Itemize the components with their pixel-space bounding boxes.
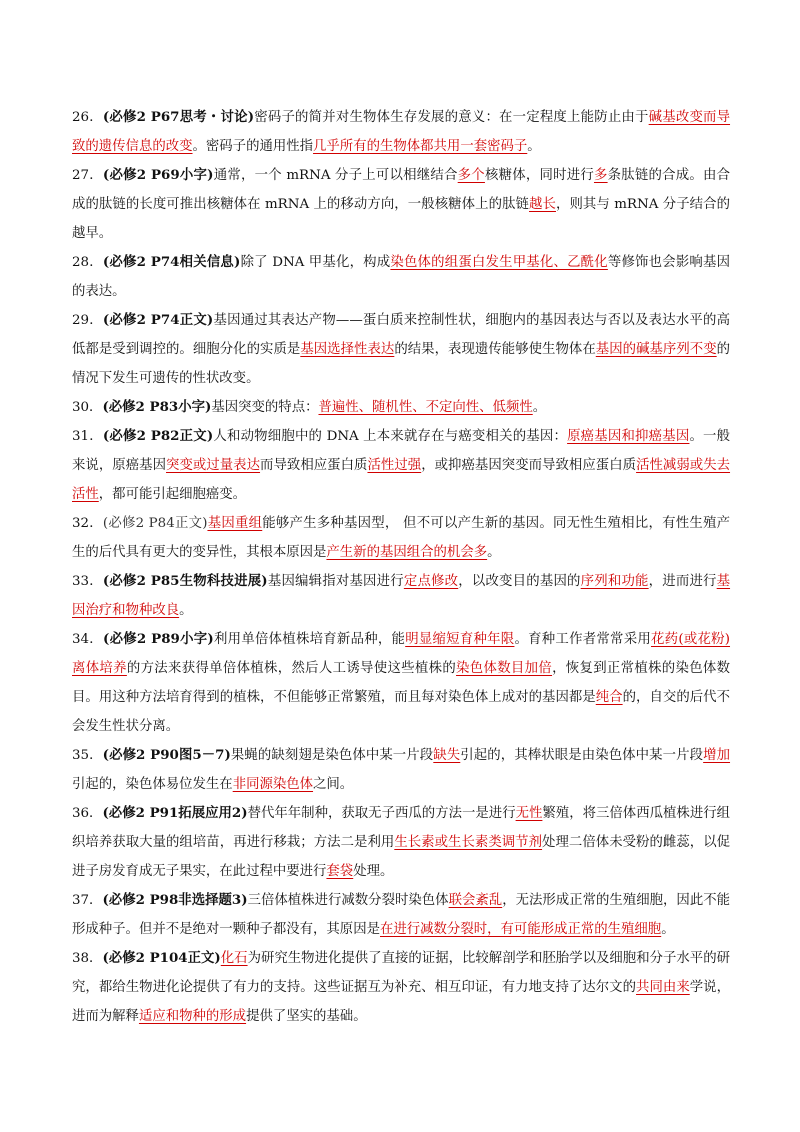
question-text: 。 <box>661 922 675 937</box>
answer-blank: 序列和功能 <box>580 574 649 589</box>
question-text: 引起的，其棒状眼是由染色体中某一片段 <box>460 748 704 763</box>
question-text: 替代年年制种，获取无子西瓜的方法一是进行 <box>247 806 516 821</box>
question-text: ，进而进行 <box>648 574 717 589</box>
question-text: ，以改变目的基因的 <box>458 574 581 589</box>
question-item <box>72 625 730 741</box>
question-text: 除了 DNA 甲基化，构成 <box>240 255 391 270</box>
question-item <box>72 161 730 248</box>
question-text: 。育种工作者常常采用 <box>514 632 652 647</box>
answer-blank: 普遍性、随机性、不定向性、低频性 <box>318 400 533 415</box>
source-reference: (必修2 P104正文) <box>102 950 221 966</box>
answer-blank: 原癌基因和抑癌基因 <box>567 429 690 444</box>
question-item <box>72 799 730 886</box>
answer-blank: 突变或过量表达 <box>166 458 261 473</box>
question-text: 核糖体，同时进行 <box>484 168 594 183</box>
answer-blank: 纯合 <box>595 690 623 705</box>
question-text: 基因通过其表达产物——蛋白质来控制性状，细胞内的基因表达与否以及表达水平的高低都是受到调控的。细胞分化的实质是 <box>72 313 731 357</box>
source-reference: (必修2 P85生物科技进展) <box>102 573 268 589</box>
question-text: 处理。 <box>353 864 394 879</box>
question-text: 。 <box>487 545 501 560</box>
answer-blank: 定点修改 <box>403 574 459 589</box>
question-item <box>72 393 730 422</box>
question-number: 32． <box>72 516 103 531</box>
answer-blank: 在进行减数分裂时，有可能形成正常的生殖细胞 <box>379 922 662 937</box>
question-text: 的情况下发生可遗传的性状改变。 <box>72 342 731 386</box>
answer-blank: 套袋 <box>326 864 354 879</box>
question-text: 繁殖，将三倍体西瓜植株进行组织培养获取大量的组培苗，再进行移栽；方法二是利用 <box>72 806 731 850</box>
answer-blank: 适应和物种的形成 <box>138 1009 247 1024</box>
question-text: 的方法来获得单倍体植株，然后人工诱导使这些植株的 <box>126 661 457 676</box>
question-text: 。 <box>527 139 541 154</box>
question-text: 。一般来说，原癌基因 <box>72 429 731 473</box>
question-text: 通常，一个 mRNA 分子上可以相继结合 <box>213 168 458 183</box>
source-reference: (必修2 P91拓展应用2) <box>102 805 248 821</box>
question-text: ，无法形成正常的生殖细胞，因此不能形成种子。但并不是绝对一颗种子都没有，其原因是 <box>72 893 731 937</box>
question-text: 的结果，表现遗传能够使生物体在 <box>394 342 596 357</box>
answer-blank: 非同源染色体 <box>232 777 314 792</box>
question-text: ，恢复到正常植株的染色体数目。用这种方法培育得到的植株，不但能够正常繁殖，而且每对染色体上成对的基因都是 <box>72 661 731 705</box>
answer-blank: 共同由来 <box>636 980 690 995</box>
question-text: 。 <box>179 603 193 618</box>
source-reference: (必修2 P89小字) <box>102 631 214 647</box>
source-reference: (必修2 P69小字) <box>102 167 214 183</box>
answer-blank: 明显缩短育种年限 <box>405 632 515 647</box>
question-text: 处理二倍体未受粉的雌蕊，以促进子房发育成无子果实，在此过程中要进行 <box>72 835 731 879</box>
question-item <box>72 422 730 509</box>
question-item <box>72 103 730 161</box>
answer-blank: 活性减弱或失去活性 <box>72 458 731 502</box>
question-text: 密码子的简并对生物体生存发展的意义：在一定程度上能防止由于 <box>254 110 649 125</box>
answer-blank: 碱基改变而导致的遗传信息的改变 <box>72 110 731 154</box>
source-reference: (必修2 P82正文) <box>102 428 214 444</box>
document-body <box>72 103 730 1031</box>
source-reference: (必修2 P84正文) <box>102 516 208 531</box>
question-item <box>72 944 730 1031</box>
question-text: 条肽链的合成。由合成的肽链的长度可推出核糖体在 mRNA 上的移动方向，一般核糖体上的肽链 <box>72 168 731 212</box>
answer-blank: 染色体的组蛋白发生甲基化、乙酰化 <box>390 255 608 270</box>
question-number: 30． <box>72 400 103 415</box>
question-item <box>72 509 730 567</box>
question-text: 三倍体植株进行减数分裂时染色体 <box>247 893 449 908</box>
source-reference: (必修2 P74正文) <box>102 312 214 328</box>
question-number: 38． <box>72 951 103 966</box>
source-reference: (必修2 P67思考・讨论) <box>102 109 255 125</box>
answer-blank: 基因治疗和物种改良 <box>72 574 731 618</box>
question-number: 35． <box>72 748 103 763</box>
question-text: ，或抑癌基因突变而导致相应蛋白质 <box>421 458 637 473</box>
source-reference: (必修2 P83小字) <box>102 399 212 415</box>
answer-blank: 多 <box>593 168 608 183</box>
question-number: 26． <box>72 110 103 125</box>
question-text: 等修饰也会影响基因的表达。 <box>72 255 731 299</box>
question-number: 31． <box>72 429 103 444</box>
question-number: 37． <box>72 893 103 908</box>
answer-blank: 多个 <box>457 168 485 183</box>
question-text: 能够产生多种基因型， 但不可以产生新的基因。同无性生殖相比，有性生殖产生的后代具有更大的变异性，其根本原因是 <box>72 516 730 560</box>
question-text: 。 <box>532 400 547 415</box>
answer-blank: 基因的碱基序列不变 <box>595 342 717 357</box>
question-number: 29． <box>72 313 103 328</box>
question-number: 28． <box>72 255 103 270</box>
question-text: ，都可能引起细胞癌变。 <box>98 487 247 502</box>
question-item <box>72 741 730 799</box>
answer-blank: 无性 <box>515 806 543 821</box>
answer-blank: 化石 <box>220 951 248 966</box>
question-text: 学说，进而为解释 <box>72 980 730 1024</box>
question-item <box>72 248 730 306</box>
answer-blank: 活性过强 <box>367 458 422 473</box>
question-number: 33． <box>72 574 103 589</box>
source-reference: (必修2 P74相关信息) <box>102 254 241 270</box>
answer-blank: 花药(或花粉)离体培养 <box>72 632 731 676</box>
question-text: 人和动物细胞中的 DNA 上本来就存在与癌变相关的基因： <box>213 429 568 444</box>
question-text: 而导致相应蛋白质 <box>260 458 368 473</box>
answer-blank: 缺失 <box>433 748 461 763</box>
answer-blank: 染色体数目加倍 <box>456 661 553 676</box>
question-text: 引起的，染色体易位发生在 <box>72 777 233 792</box>
question-number: 34． <box>72 632 103 647</box>
answer-blank: 联会紊乱 <box>448 893 503 908</box>
answer-blank: 几乎所有的生物体都共用一套密码子 <box>313 139 528 154</box>
source-reference: (必修2 P90图5－7) <box>102 747 231 763</box>
answer-blank: 增加 <box>703 748 731 763</box>
answer-blank: 生长素或生长素类调节剂 <box>394 835 543 850</box>
question-text: 基因编辑指对基因进行 <box>267 574 404 589</box>
question-item <box>72 886 730 944</box>
answer-blank: 基因选择性表达 <box>300 342 395 357</box>
question-text: 。密码子的通用性指 <box>192 139 314 154</box>
question-text: 之间。 <box>313 777 354 792</box>
question-text: 提供了坚实的基础。 <box>246 1009 367 1024</box>
question-text: 果蝇的缺刻翅是染色体中某一片段 <box>230 748 434 763</box>
question-text: ，则其与 mRNA 分子结合的越早。 <box>72 197 730 241</box>
answer-blank: 产生新的基因组合的机会多 <box>326 545 488 560</box>
answer-blank: 基因重组 <box>207 516 263 531</box>
question-number: 36． <box>72 806 103 821</box>
question-text: 为研究生物进化提供了直接的证据，比较解剖学和胚胎学以及细胞和分子水平的研究，都给生物进化论提供了有力的支持。这些证据互为补充、相互印证，有力地支持了达尔文的 <box>72 951 730 995</box>
question-item <box>72 306 730 393</box>
answer-blank: 越长 <box>529 197 556 212</box>
question-text: 的，自交的后代不会发生性状分离。 <box>72 690 731 734</box>
source-reference: (必修2 P98非选择题3) <box>102 892 248 908</box>
question-item <box>72 567 730 625</box>
question-text: 基因突变的特点： <box>211 400 319 415</box>
question-number: 27． <box>72 168 103 183</box>
question-text: 利用单倍体植株培育新品种，能 <box>213 632 406 647</box>
